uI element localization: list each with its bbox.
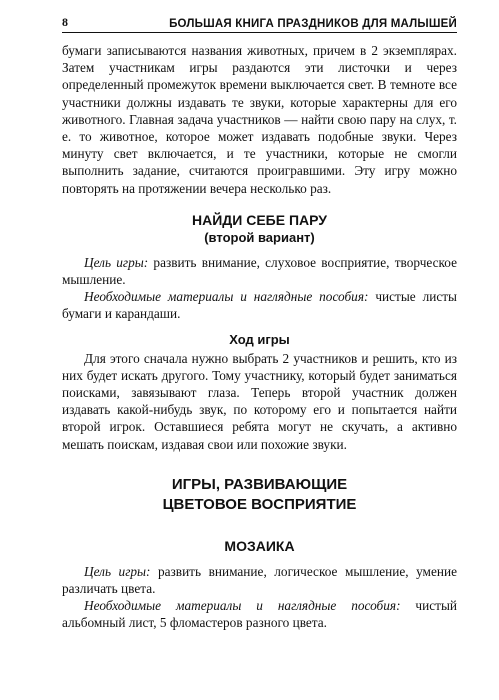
materials-label-2: Необходимые материалы и наглядные пособия: bbox=[84, 598, 401, 614]
procedure-title: Ход игры bbox=[229, 331, 290, 347]
materials-label: Необходимые материалы и наглядные пособия: bbox=[84, 289, 369, 305]
materials-paragraph-2 bbox=[62, 597, 457, 631]
materials-text: чистые листы бумаги и карандаши. bbox=[62, 289, 457, 322]
section-title bbox=[62, 475, 457, 515]
book-title: БОЛЬШАЯ КНИГА ПРАЗДНИКОВ ДЛЯ МАЛЫШЕЙ bbox=[169, 18, 457, 30]
game-title-mosaic: МОЗАИКА bbox=[224, 537, 295, 554]
goal-label: Цель игры: bbox=[84, 254, 149, 270]
goal-text-2: развить внимание, логическое мышление, умение различать цвета. bbox=[62, 563, 457, 597]
materials-paragraph bbox=[62, 288, 457, 322]
goal-paragraph-2 bbox=[62, 563, 457, 597]
goal-label-2: Цель игры: bbox=[84, 563, 151, 579]
goal-paragraph bbox=[62, 254, 457, 288]
section-title-line-1: ИГРЫ, РАЗВИВАЮЩИЕ bbox=[171, 475, 348, 493]
page-number: 8 bbox=[62, 15, 69, 29]
goal-text: развить внимание, слуховое восприятие, творческое мышление. bbox=[62, 254, 458, 288]
procedure-paragraph: Для этого сначала нужно выбрать 2 участников и решить, кто из них будет искать другого. Тому участнику, который будет заниматься поисками, завязывают глаза. Теперь второй участник должен издавать какой-нибудь звук, по которому его и попытается найти второй игрок. Оставшиеся ребята могут не скучать, а активно мешать поискам, издавая свои или похожие звуки. bbox=[62, 350, 457, 452]
intro-paragraph: бумаги записываются названия животных, причем в 2 экземплярах. Затем участникам игры раздаются эти листочки и через определенный промежуток времени выключается свет. В темноте все участники должны издавать те звуки, которые характерны для его животного. Главная задача участников — найти свою пару на слух, т. е. то животное, которое может издавать подобные звуки. Через минуту свет включается, и те участники, которые не смогли выполнить задание, считаются проигравшими. Эту игру можно повторять на протяжении вечера несколько раз. bbox=[62, 43, 457, 196]
game-subtitle: (второй вариант) bbox=[204, 229, 315, 245]
game-title-find-pair: НАЙДИ СЕБЕ ПАРУ bbox=[192, 211, 327, 228]
materials-text-2: чистый альбомный лист, 5 фломастеров разного цвета. bbox=[62, 598, 458, 631]
section-title-line-2: ЦВЕТОВОЕ ВОСПРИЯТИЕ bbox=[162, 495, 357, 513]
running-header bbox=[62, 14, 457, 33]
page-content bbox=[62, 42, 457, 632]
